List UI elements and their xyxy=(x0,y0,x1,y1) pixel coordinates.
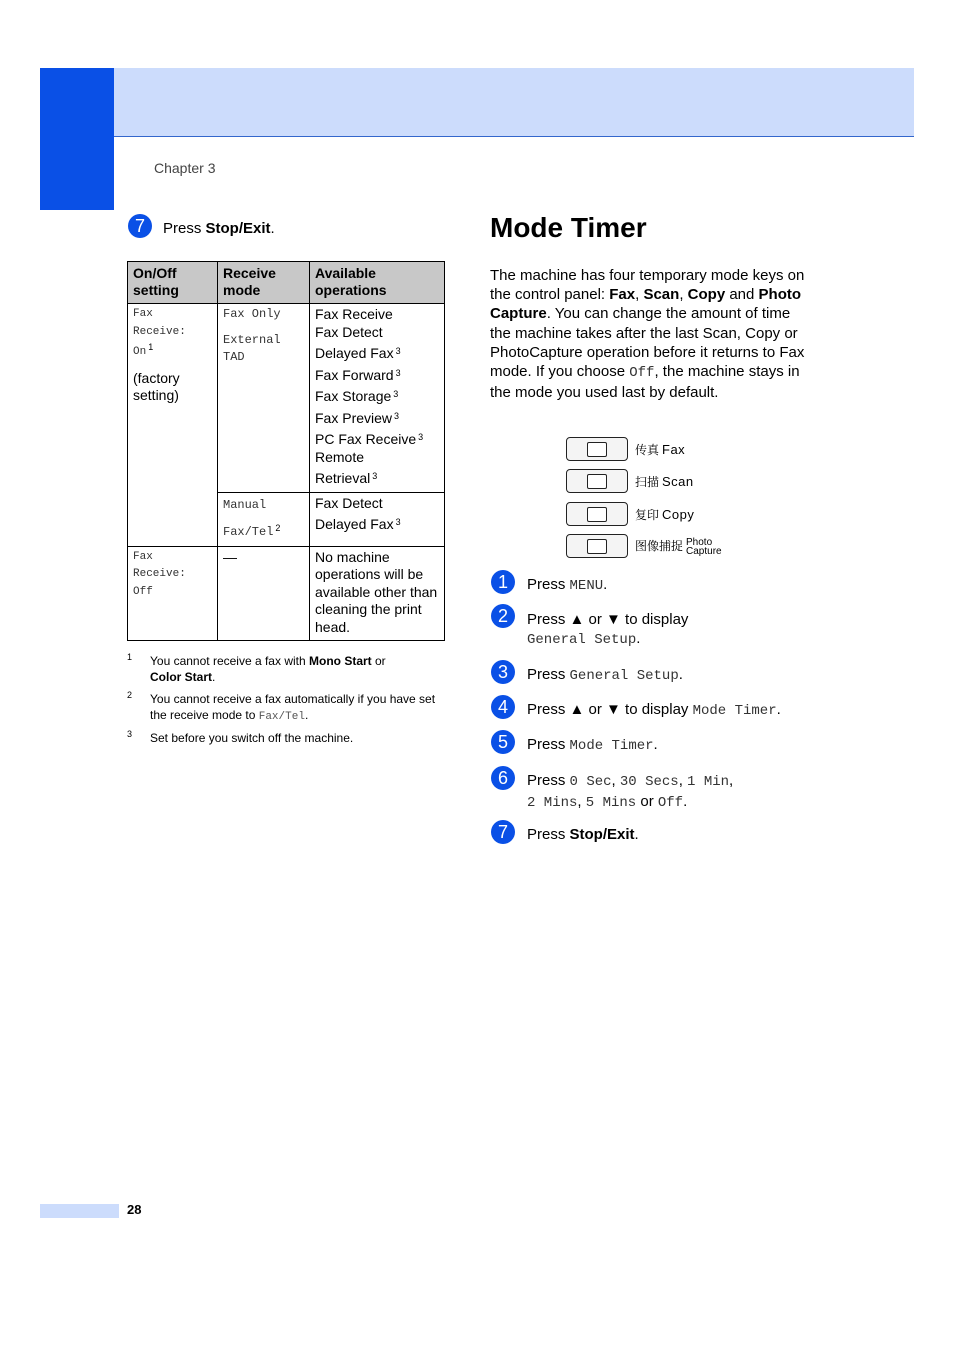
mode-name: Fax/Tel xyxy=(223,525,274,539)
op-item: Fax Receive xyxy=(315,306,393,322)
photo-capture-key-label: 图像捕捉 Photo Capture xyxy=(635,536,722,557)
footnote-number: 3 xyxy=(127,729,133,739)
left-step-text: Press Stop/Exit. xyxy=(163,220,275,237)
op-item: Fax Detect xyxy=(315,323,383,340)
step-text: Press Stop/Exit. xyxy=(527,826,639,843)
mode-name: Fax Only xyxy=(223,307,281,321)
table-row xyxy=(128,304,445,493)
op-item: PC Fax Receive xyxy=(315,431,417,447)
footnote-ref: 3 xyxy=(395,346,401,356)
camera-icon xyxy=(587,539,607,554)
setting-cell xyxy=(128,546,218,641)
setting-label: Fax Receive: xyxy=(133,550,186,580)
header-band xyxy=(114,68,914,137)
step-text: Press MENU. xyxy=(527,576,608,594)
step-text: Press ▲ or ▼ to display Mode Timer. xyxy=(527,701,781,719)
section-title: Mode Timer xyxy=(490,212,647,243)
op-item: Delayed Fax xyxy=(315,345,394,361)
step-number: 2 xyxy=(491,604,515,628)
step-number: 4 xyxy=(491,695,515,719)
footnote-number: 2 xyxy=(127,690,133,700)
setting-label: Fax Receive: xyxy=(133,308,186,338)
step-number: 7 xyxy=(128,214,152,238)
step-text: Press Mode Timer. xyxy=(527,736,658,754)
footnote-ref: 3 xyxy=(393,389,399,399)
receive-mode-table xyxy=(127,261,445,641)
mode-name: Manual xyxy=(223,497,267,512)
op-item: Fax Forward xyxy=(315,366,394,383)
table-header-row xyxy=(128,262,445,304)
scan-key-label: 扫描 Scan xyxy=(635,474,694,489)
footnote-ref: 3 xyxy=(394,410,400,421)
step-number: 3 xyxy=(491,660,515,684)
fax-key-label: 传真 Fax xyxy=(635,442,686,457)
op-item: Remote xyxy=(315,448,365,465)
footnote-ref: 2 xyxy=(275,523,281,533)
step-text: Press 0 Sec, 30 Secs, 1 Min, 2 Mins, 5 Mins or Off. xyxy=(527,772,734,811)
copy-icon xyxy=(587,507,607,522)
copy-key-label: 复印 Copy xyxy=(635,507,695,522)
setting-value: Off xyxy=(133,585,153,598)
scan-key[interactable] xyxy=(566,469,628,493)
step-number: 5 xyxy=(491,730,515,754)
footnote-ref: 3 xyxy=(418,432,424,442)
photo-capture-key[interactable] xyxy=(566,534,628,558)
intro-paragraph: The machine has four temporary mode keys on the control panel: Fax, Scan, Copy and Photo Capture. You can change the amount of time the machine takes after the last Scan, Copy or PhotoCapture operation before it returns to Fax mode. If you choose Off, the machine stays in the mode you used last by default. xyxy=(490,267,805,402)
op-item: Delayed Fax xyxy=(315,516,394,532)
chapter-tab xyxy=(40,68,114,210)
mode-cell: — xyxy=(218,546,310,641)
footnote-ref: 3 xyxy=(395,517,401,527)
footnote-number: 1 xyxy=(127,652,133,662)
footer-bar xyxy=(40,1204,119,1218)
setting-cell xyxy=(128,304,218,547)
table-header: On/Off setting xyxy=(128,262,218,304)
table-row xyxy=(128,546,445,641)
copy-key[interactable] xyxy=(566,502,628,526)
ops-cell xyxy=(310,304,445,493)
scan-icon xyxy=(587,474,607,489)
table-header: Available operations xyxy=(310,262,445,304)
fax-key[interactable] xyxy=(566,437,628,461)
footnote-ref: 1 xyxy=(148,342,154,352)
op-item: Retrieval xyxy=(315,470,371,486)
op-item: Fax Detect xyxy=(315,494,383,511)
setting-note: (factory setting) xyxy=(133,369,180,403)
op-item: Fax Preview xyxy=(315,409,393,426)
chapter-label: Chapter 3 xyxy=(154,160,216,176)
step-number: 6 xyxy=(491,766,515,790)
step-number: 1 xyxy=(491,570,515,594)
mode-cell xyxy=(218,492,310,546)
ops-cell xyxy=(310,492,445,546)
mode-cell xyxy=(218,304,310,493)
fax-icon xyxy=(587,442,607,457)
step-text: Press ▲ or ▼ to display General Setup. xyxy=(527,611,689,648)
footnote-ref: 3 xyxy=(372,471,378,481)
step-text: Press General Setup. xyxy=(527,666,683,684)
table-header: Receive mode xyxy=(218,262,310,304)
setting-value: On xyxy=(133,346,147,358)
page-number: 28 xyxy=(127,1202,142,1217)
op-item: Fax Storage xyxy=(315,388,392,404)
mode-name: External TAD xyxy=(223,332,281,364)
footnote-ref: 3 xyxy=(395,367,401,378)
ops-cell: No machine operations will be available other than cleaning the print head. xyxy=(310,546,445,641)
step-number: 7 xyxy=(491,820,515,844)
